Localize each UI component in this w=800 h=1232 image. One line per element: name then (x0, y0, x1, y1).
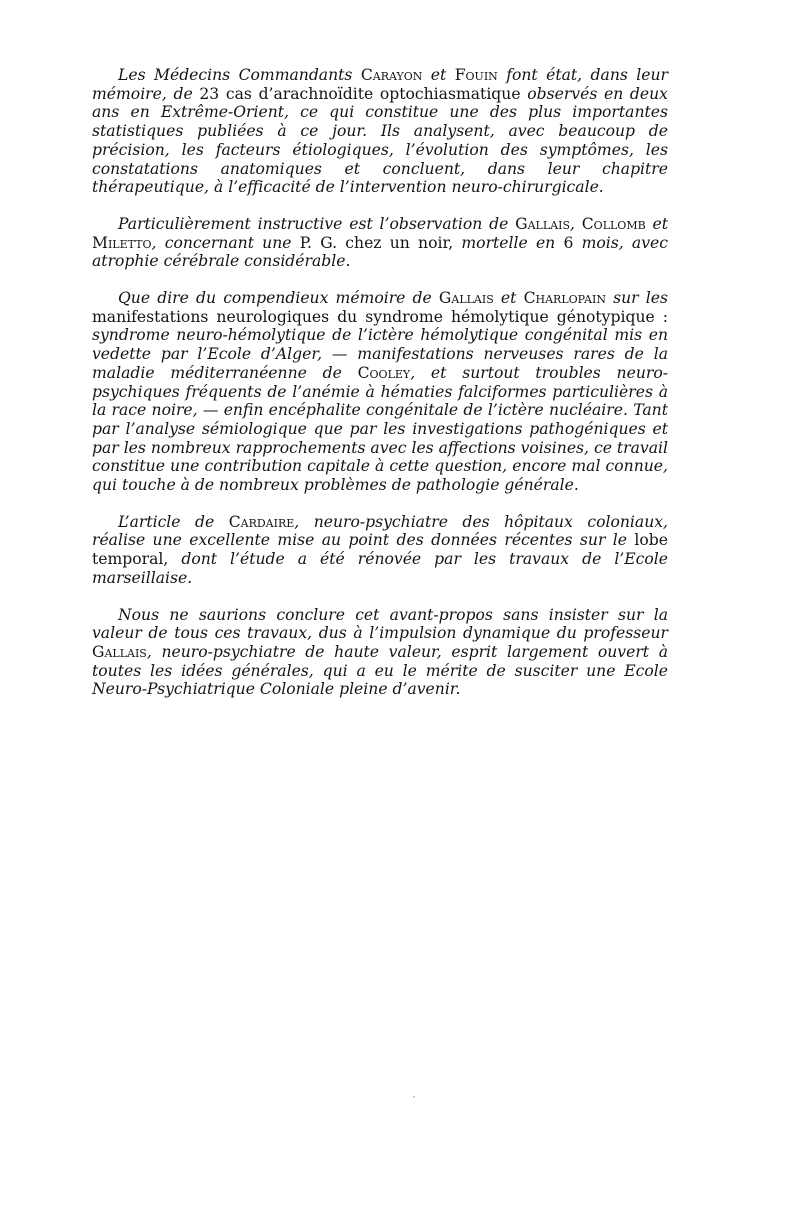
author-name: Charlopain (523, 289, 606, 308)
text-segment: Nous ne saurions conclure cet avant-propos sans insister sur la valeur de tous ces travaux, dus à l’impulsion dynamique du professeur (92, 605, 668, 643)
text-segment: manifestations neurologiques du syndrome hémolytique génotypique : (92, 307, 668, 326)
text-segment: , (569, 214, 582, 233)
author-name: Collomb (581, 214, 646, 233)
text-segment: , et surtout troubles neuro-psychiques fréquents de l’anémie à hématies falciformes particulières à la race noire, — enfin encéphalite congénitale de l’ictère nucléaire. Tant par l’analyse sémiologique que par les investigations pathogéniques et par les nombreux rapprochements avec les affections voisines, ce travail constitue une contribution capitale à cette question, encore mal connue, qui touche à de nombreux problèmes de pathologie générale. (92, 363, 668, 495)
author-name: Cardaire (228, 512, 295, 531)
text-segment: mois, avec atrophie cérébrale considérable. (92, 233, 668, 271)
text-segment: syndrome neuro-hémolytique de l’ictère hémolytique congénital mis en vedette par l’Ecole d’Alger, — manifestations nerveuses rares de la maladie méditerranéenne de (92, 326, 668, 382)
text-segment: 6 (563, 233, 574, 252)
text-segment: observés en deux ans en Extrême-Orient, ce qui constitue une des plus importantes statistiques publiées à ce jour. Ils analysent, avec beaucoup de précision, les facteurs étiologiques, l’évolution des symptômes, les constatations anatomiques et concluent, dans leur chapitre thérapeutique, à l’efficacité de l’intervention neuro-chirurgicale. (92, 84, 668, 197)
text-segment: mortelle en (453, 233, 564, 252)
paragraph-gallais-observation (92, 215, 668, 271)
text-segment: 23 cas d’arachnoïdite optochiasmatique (199, 84, 521, 103)
text-segment: Les Médecins Commandants (118, 66, 361, 84)
author-name: Carayon (360, 66, 423, 84)
author-name: Cooley (357, 363, 411, 382)
text-segment: , neuro-psychiatre de haute valeur, esprit largement ouvert à toutes les idées générales, qui a eu le mérite de susciter une Ecole Neuro-Psychiatrique Coloniale pleine d’avenir. (92, 642, 668, 699)
document-page (92, 66, 668, 717)
text-segment: Particulièrement instructive est l’observation de (118, 214, 516, 233)
text-segment: et (493, 289, 524, 308)
author-name: Gallais (438, 289, 494, 308)
text-segment: , neuro-psychiatre des hôpitaux coloniaux, réalise une excellente mise au point des données récentes sur le (92, 512, 668, 550)
author-name: Fouin (454, 66, 498, 84)
author-name: Miletto (92, 233, 152, 252)
text-segment: L’article de (118, 512, 229, 531)
text-segment: lobe temporal, (92, 531, 668, 569)
text-segment: P. G. chez un noir, (299, 233, 454, 252)
author-name: Gallais (92, 642, 147, 661)
paragraph-conclusion (92, 606, 668, 700)
paragraph-cardaire (92, 513, 668, 588)
text-segment: et (422, 66, 455, 84)
text-segment: et (645, 214, 668, 233)
paragraph-carayon-fouin (92, 66, 668, 197)
text-segment: sur les (605, 289, 668, 308)
text-segment: , concernant une (151, 233, 300, 252)
text-segment: dont l’étude a été rénovée par les travaux de l’Ecole marseillaise. (92, 550, 668, 587)
author-name: Gallais (515, 214, 570, 233)
page-speck (413, 1096, 415, 1098)
text-segment: Que dire du compendieux mémoire de (118, 289, 439, 308)
paragraph-gallais-charlopain (92, 289, 668, 495)
text-segment: font état, dans leur mémoire, de (92, 66, 668, 103)
